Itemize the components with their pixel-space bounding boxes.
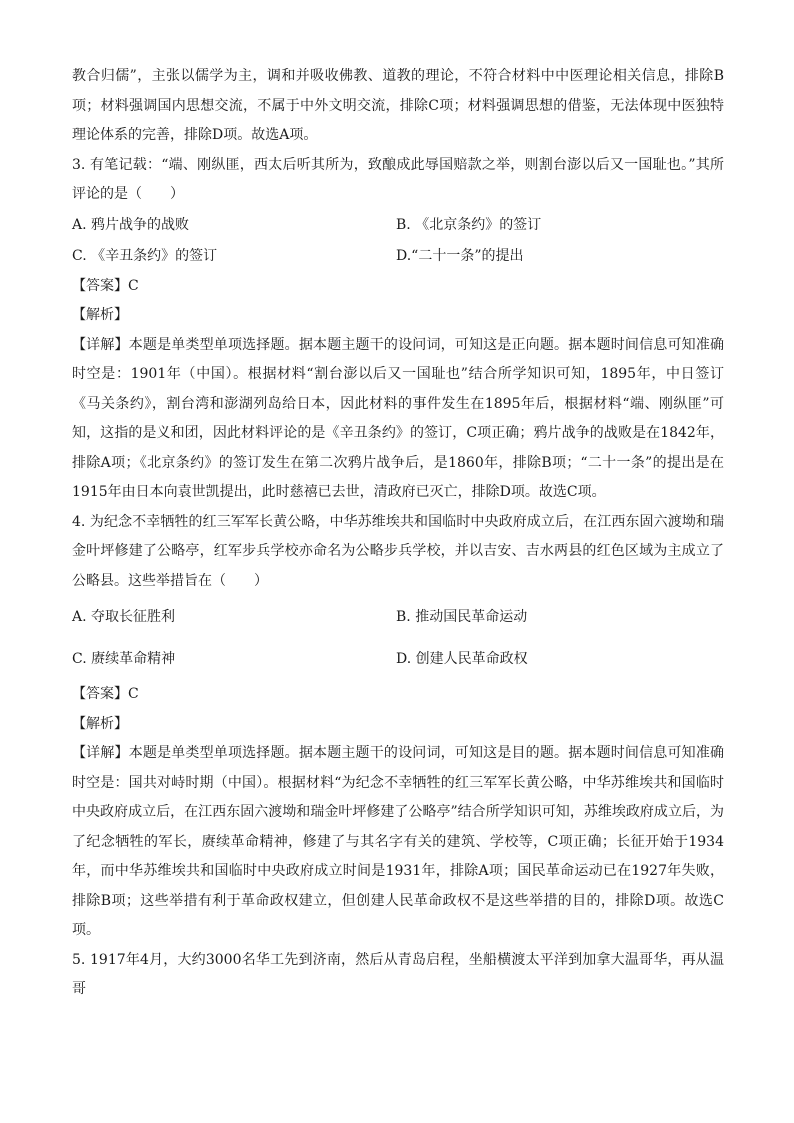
question-4-analysis-label: 【解析】 [72,715,128,732]
question-3-option-c: C. 《辛丑条约》的签订 [72,247,218,264]
question-3-option-b: B. 《北京条约》的签订 [396,216,542,233]
question-4-options [72,596,724,680]
question-4-option-b: B. 推动国民革命运动 [396,609,528,625]
question-4-answer: 【答案】C [72,686,139,702]
question-4-detail: 【详解】本题是单类型单项选择题。据本题主题干的设问词，可知这是目的题。据本题时间信息可知准确时空是：国共对峙时期（中国）。根据材料“为纪念不幸牺牲的红三军军长黄公略，中华苏维埃共和国临时中央政府成立后，在江西东固六渡坳和瑞金叶坪修建了公略亭”结合所学知识可知，苏维埃政府成立后，为了纪念牺牲的军长，赓续革命精神，修建了与其名字有关的建筑、学校等，C项正确；长征开始于1934年，而中华苏维埃共和国临时中央政府成立时间是1931年，排除A项；国民革命运动已在1927年失败，排除B项；这些举措有利于革命政权建立，但创建人民革命政权不是这些举措的目的，排除D项。故选C项。 [72,745,724,938]
question-3-answer: 【答案】C [72,277,139,294]
question-5-stem: 5. 1917年4月，大约3000名华工先到济南，然后从青岛启程，坐船横渡太平洋到加拿大温哥华，再从温哥 [72,951,724,997]
question-3-option-a: A. 鸦片战争的战败 [72,216,190,233]
question-4-option-a: A. 夺取长征胜利 [72,609,176,625]
question-3-stem: 3. 有笔记载：“端、刚纵匪，西太后听其所为，致酿成此辱国赔款之举，则割台澎以后又一国耻也。”其所评论的是（ ） [72,156,724,202]
question-4-option-d: D. 创建人民革命政权 [396,651,528,667]
question-3-analysis-label: 【解析】 [72,307,128,323]
question-3-options [72,210,724,272]
document-page [72,62,724,1005]
question-3-option-d: D.“二十一条”的提出 [396,247,524,264]
question-3-detail: 【详解】本题是单类型单项选择题。据本题主题干的设问词，可知这是正向题。据本题时间信息可知准确时空是：1901年（中国）。根据材料“割台澎以后又一国耻也”结合所学知识可知，1895年，中日签订《马关条约》，割台湾和澎湖列岛给日本，因此材料的事件发生在1895年后，根据材料“端、刚纵匪”可知，这指的是义和团，因此材料评论的是《辛丑条约》的签订，C项正确；鸦片战争的战败是在1842年，排除A项；《北京条约》的签订发生在第二次鸦片战争后，是1860年，排除B项；“二十一条”的提出是在1915年由日本向袁世凯提出，此时慈禧已去世，清政府已灭亡，排除D项。故选C项。 [72,336,724,500]
question-4-option-c: C. 赓续革命精神 [72,651,176,667]
question-4-stem: 4. 为纪念不幸牺牲的红三军军长黄公略，中华苏维埃共和国临时中央政府成立后，在江西东固六渡坳和瑞金叶坪修建了公略亭，红军步兵学校亦命名为公略步兵学校，并以吉安、吉水两县的红色区域为主成立了公略县。这些举措旨在（ ） [72,513,724,589]
intro-paragraph: 教合归儒”，主张以儒学为主，调和并吸收佛教、道教的理论，不符合材料中中医理论相关信息，排除B项；材料强调国内思想交流，不属于中外文明交流，排除C项；材料强调思想的借鉴，无法体现中医独特理论体系的完善，排除D项。故选A项。 [72,68,724,143]
